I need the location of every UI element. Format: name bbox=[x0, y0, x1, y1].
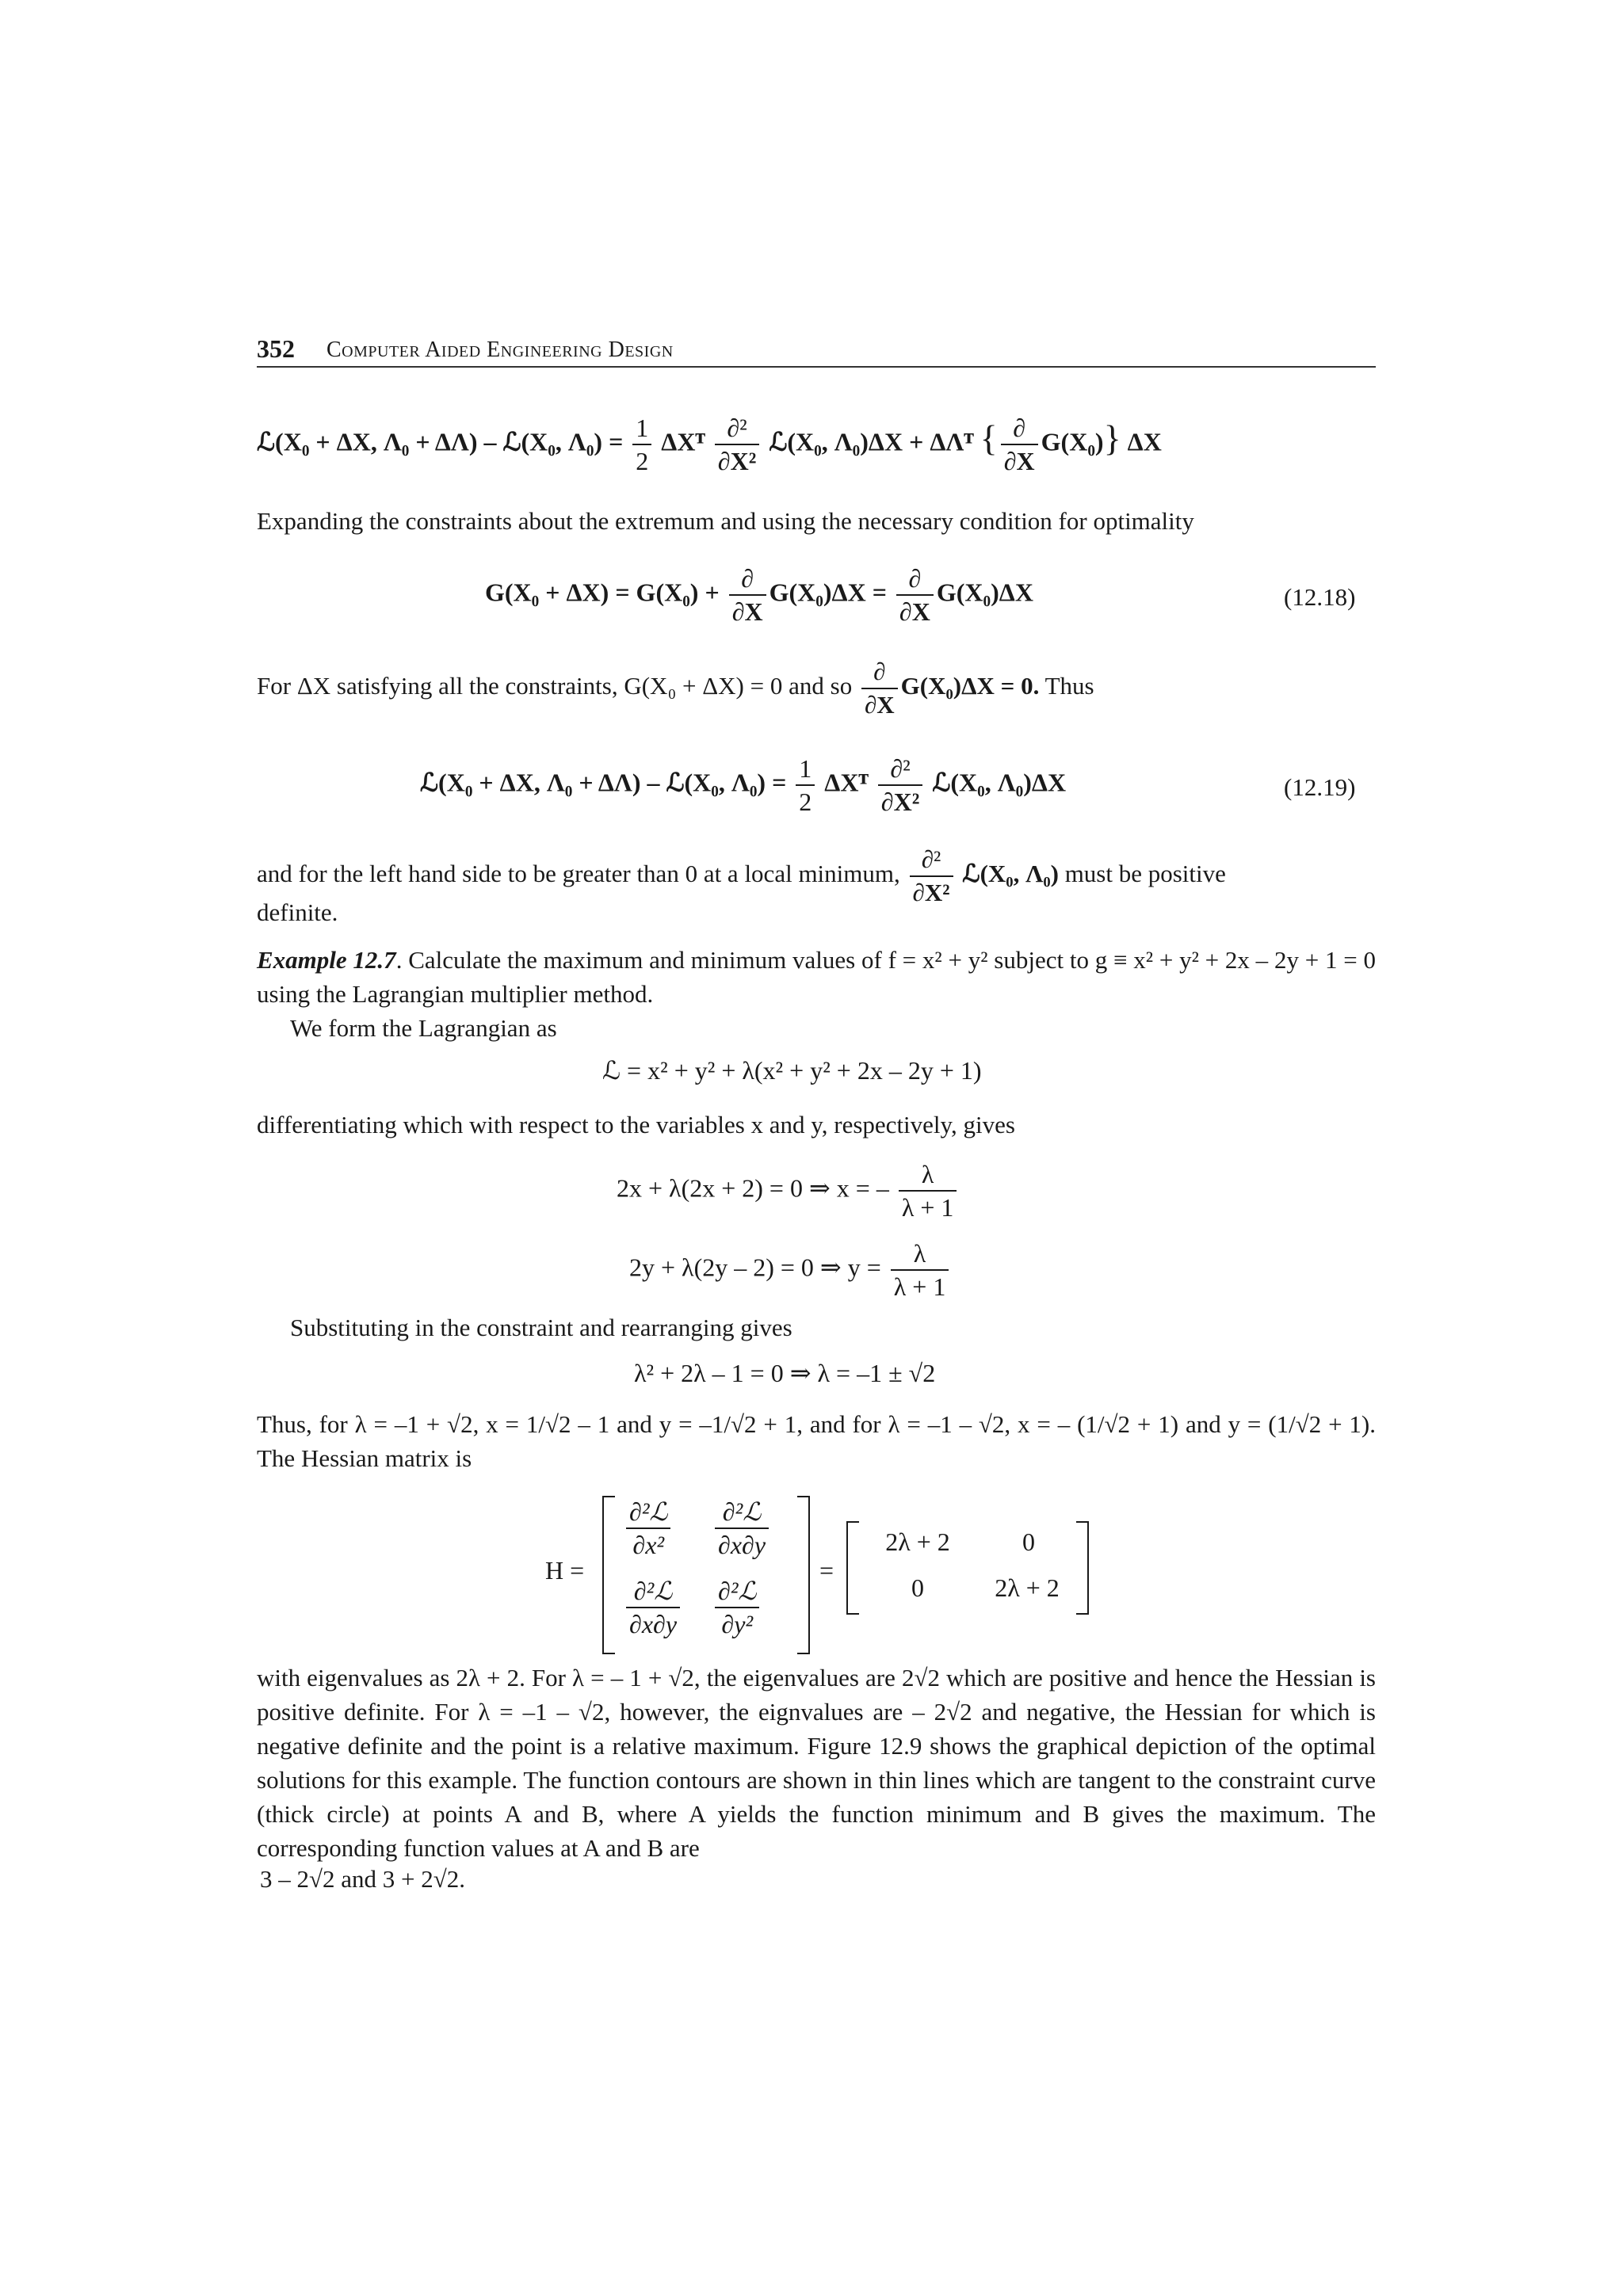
example-form-text: We form the Lagrangian as bbox=[290, 1014, 557, 1042]
equation-lagrangian-expansion: ℒ(X₀ + ΔX, Λ₀ + ΔΛ) – ℒ(X₀, Λ₀) = $\frac{1}{2}$ ΔXᵀ $\frac{\text{∂²}}{\text{∂X²}}$ ℒ(X₀, Λ₀)ΔX + ΔΛᵀ { $\frac{\partial}{\partial X}$ G(X₀)} ΔX bbox=[257, 414, 1162, 475]
eq-top-derivative: $\frac{\partial}{\partial X}$ bbox=[1001, 412, 1038, 477]
eq-top-tail: ΔX bbox=[1127, 427, 1162, 456]
final-values: 3 – 2√2 and 3 + 2√2. bbox=[260, 1865, 466, 1893]
text-definite: definite. bbox=[257, 898, 338, 926]
eq-top-dxt: ΔXᵀ bbox=[661, 427, 705, 456]
text-left-hand-side: and for the left hand side to be greater than 0 at a local minimum, $\frac{\text{∂²}}{\text{∂X²}}$ ℒ(X₀, Λ₀) must be positive bbox=[257, 845, 1226, 906]
hessian-matrix-values: 2λ + 2 0 0 2λ + 2 bbox=[846, 1521, 1089, 1615]
thus-text: Thus, for λ = –1 + √2, x = 1/√2 – 1 and y = –1/√2 + 1, and for λ = –1 – √2, x = – (1/√2 + 1) and y = (1/√2 + 1). The Hessian matrix is bbox=[257, 1410, 1376, 1472]
equation-x: 2x + λ(2x + 2) = 0 ⇒ x = – $\frac{\lambda}{\lambda + 1}$ bbox=[617, 1158, 960, 1223]
hessian-equals: = bbox=[819, 1556, 834, 1585]
text-expanding: Expanding the constraints about the extremum and using the necessary condition for optimality bbox=[257, 507, 1194, 535]
lagrangian-equation: ℒ = x² + y² + λ(x² + y² + 2x – 2y + 1) bbox=[602, 1056, 982, 1085]
eq-top-lhs: ℒ(X₀ + ΔX, Λ₀ + ΔΛ) – ℒ(X₀, Λ₀) = bbox=[257, 427, 624, 456]
value-a: 3 – 2√2 bbox=[260, 1865, 335, 1893]
eq-top-second-derivative: $\frac{\text{∂²}}{\text{∂X²}}$ bbox=[715, 412, 760, 477]
example-label: Example 12.7 bbox=[257, 946, 396, 974]
conclusion-text: with eigenvalues as 2λ + 2. For λ = – 1 + √2, the eigenvalues are 2√2 which are positive and hence the Hessian is positive definite. For λ = –1 – √2, however, the eignvalues are – 2√2 and negative, the Hessian for which is negative definite and the point is a relative maximum. Figure 12.9 shows the graphical depiction of the optimal solutions for this example. The function contours are shown in thin lines which are tangent to the constraint curve (thick circle) at points A and B, where A yields the function minimum and B gives the maximum. The corresponding function values at A and B are bbox=[257, 1664, 1376, 1862]
equation-12-18: G(X₀ + ΔX) = G(X₀) + $\frac{\partial}{\partial X}$ G(X₀)ΔX = $\frac{\partial}{\partial X}$ G(X₀)ΔX bbox=[485, 564, 1033, 626]
value-b: 3 + 2√2 bbox=[382, 1865, 460, 1893]
hessian-label: H = bbox=[545, 1556, 585, 1585]
running-head: Computer Aided Engineering Design bbox=[327, 338, 674, 362]
page-header bbox=[257, 331, 1376, 368]
quadratic-equation: λ² + 2λ – 1 = 0 ⇒ λ = –1 ± √2 bbox=[634, 1359, 936, 1387]
equation-number-12-18: (12.18) bbox=[1284, 583, 1356, 611]
eq-top-half: $\frac{1}{2}$ bbox=[632, 412, 651, 477]
equation-12-19: ℒ(X₀ + ΔX, Λ₀ + ΔΛ) – ℒ(X₀, Λ₀) = $\frac{1}{2}$ ΔXᵀ $\frac{\text{∂²}}{\text{∂X²}}$ ℒ(X₀, Λ₀)ΔX bbox=[420, 754, 1067, 816]
text-for-delta-x: For ΔX satisfying all the constraints, G(X₀ + ΔX) = 0 and so $\frac{\partial}{\partial X}$ G(X₀)ΔX = 0. Thus bbox=[257, 658, 1094, 719]
hessian-matrix-derivatives: $\frac{\text{∂²ℒ}}{\text{∂x²}}$ $\frac{\text{∂²ℒ}}{\partial x\partial y}$ $\frac{\text{∂²ℒ}}{\partial x\partial y}$ $\frac{\text{∂²ℒ}}{\text{∂y²}}$ bbox=[602, 1496, 810, 1651]
equation-number-12-19: (12.19) bbox=[1284, 773, 1356, 801]
differentiating-text: differentiating which with respect to the variables x and y, respectively, gives bbox=[257, 1111, 1015, 1138]
example-statement: Example 12.7. Calculate the maximum and minimum values of f = x² + y² subject to g ≡ x² + y² + 2x – 2y + 1 = 0 using the Lagrangian multiplier method. bbox=[257, 946, 1376, 1008]
equation-y: 2y + λ(2y – 2) = 0 ⇒ y = $\frac{\lambda}{\lambda + 1}$ bbox=[629, 1238, 952, 1302]
eq-top-g: G(X₀) bbox=[1041, 427, 1104, 456]
eq-top-mid: ℒ(X₀, Λ₀)ΔX + ΔΛᵀ bbox=[769, 427, 974, 456]
page-number: 352 bbox=[257, 334, 295, 363]
substituting-text: Substituting in the constraint and rearranging gives bbox=[290, 1314, 792, 1341]
